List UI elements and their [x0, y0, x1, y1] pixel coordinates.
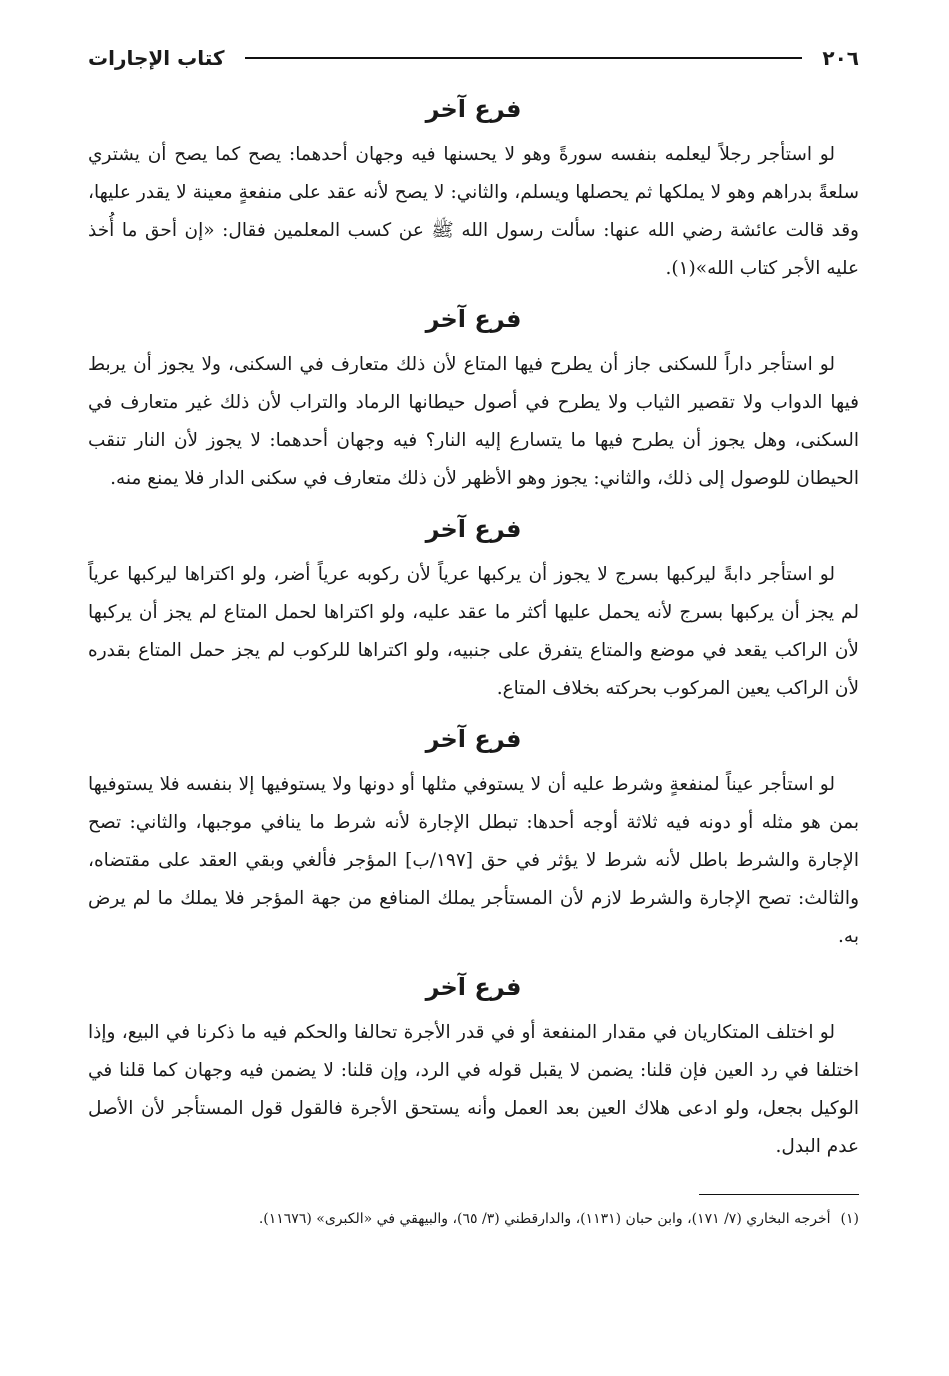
section-1	[88, 90, 859, 288]
section-heading: فرع آخر	[425, 95, 522, 123]
footnote-rule	[699, 1194, 859, 1195]
page-number: ٢٠٦	[822, 46, 859, 70]
section-heading: فرع آخر	[425, 515, 522, 543]
section-3	[88, 510, 859, 708]
section-heading: فرع آخر	[425, 305, 522, 333]
book-title: كتاب الإجارات	[88, 46, 225, 70]
section-body: لو اختلف المتكاريان في مقدار المنفعة أو في قدر الأجرة تحالفا والحكم فيه ما ذكرنا في البيع، وإذا اختلفا في رد العين فإن قلنا: يضمن لا يقبل قوله في الرد، وإن قلنا: لا يضمن فيه وجهان كما قلنا في الوكيل بجعل، ولو ادعى هلاك العين بعد العمل وأنه يستحق الأجرة فالقول قول المستأجر لأن الأصل عدم البدل.	[88, 1022, 859, 1157]
section-4	[88, 720, 859, 956]
footnote-text: أخرجه البخاري (٧/ ١٧١)، وابن حبان (١١٣١)، والدارقطني (٣/ ٦٥)، والبيهقي في «الكبرى» (١١٦٧٦).	[258, 1211, 831, 1227]
section-2	[88, 300, 859, 498]
section-body: لو استأجر رجلاً ليعلمه بنفسه سورةً وهو لا يحسنها فيه وجهان أحدهما: يصح كما يصح أن يشتري سلعةً بدراهم وهو لا يملكها ثم يحصلها ويسلم، والثاني: لا يصح لأنه عقد على منفعةٍ معينة لا يقدر عليها، وقد قالت عائشة رضي الله عنها: سألت رسول الله ﷺ عن كسب المعلمين فقال: «إن أحق ما أُخذ عليه الأجر كتاب الله»(١).	[88, 144, 859, 279]
header-rule	[245, 57, 803, 59]
section-heading: فرع آخر	[425, 725, 522, 753]
running-header	[88, 38, 859, 78]
section-5	[88, 968, 859, 1166]
section-body: لو استأجر دابةً ليركبها بسرج لا يجوز أن يركبها عرياً لأن ركوبه عرياً أضر، ولو اكتراها ليركبها عرياً لم يجز أن يركبها بسرج لأنه يحمل عليها أكثر ما عقد عليه، ولو اكتراها لحمل المتاع لم يجز أن يركبها لأن الراكب يقعد في موضع والمتاع يتفرق على جنبيه، ولو اكتراها للركوب لم يجز حمل المتاع بقدره لأن الراكب يعين المركوب بحركته بخلاف المتاع.	[88, 564, 859, 699]
footnote	[88, 1205, 859, 1233]
section-body: لو استأجر داراً للسكنى جاز أن يطرح فيها المتاع لأن ذلك متعارف في السكنى، ولا يجوز أن يربط فيها الدواب ولا تقصير الثياب ولا يطرح في أصول حيطانها الرماد والتراب لأن ذلك غير متعارف في السكنى، وهل يجوز أن يطرح فيها ما يتسارع إليه النار؟ فيه وجهان أحدهما: لا يجوز لأن النار تنقب الحيطان للوصول إلى ذلك، والثاني: يجوز وهو الأظهر لأن ذلك متعارف في سكنى الدار فلا يمنع منه.	[88, 354, 859, 489]
section-heading: فرع آخر	[425, 973, 522, 1001]
section-body: لو استأجر عيناً لمنفعةٍ وشرط عليه أن لا يستوفي مثلها أو دونها ولا يستوفيها إلا بنفسه فلا يستوفيها بمن هو مثله أو دونه فيه ثلاثة أوجه أحدها: تبطل الإجارة لأنه شرط ما ينافي موجبها، والثاني: تصح الإجارة والشرط باطل لأنه شرط لا يؤثر في حق [١٩٧/ب] المؤجر فألغي وبقي العقد على مقتضاه، والثالث: تصح الإجارة والشرط لازم لأن المستأجر يملك المنافع من جهة المؤجر فلا يملك ما لم يرض به.	[88, 774, 859, 947]
footnote-number: (١)	[840, 1211, 859, 1227]
